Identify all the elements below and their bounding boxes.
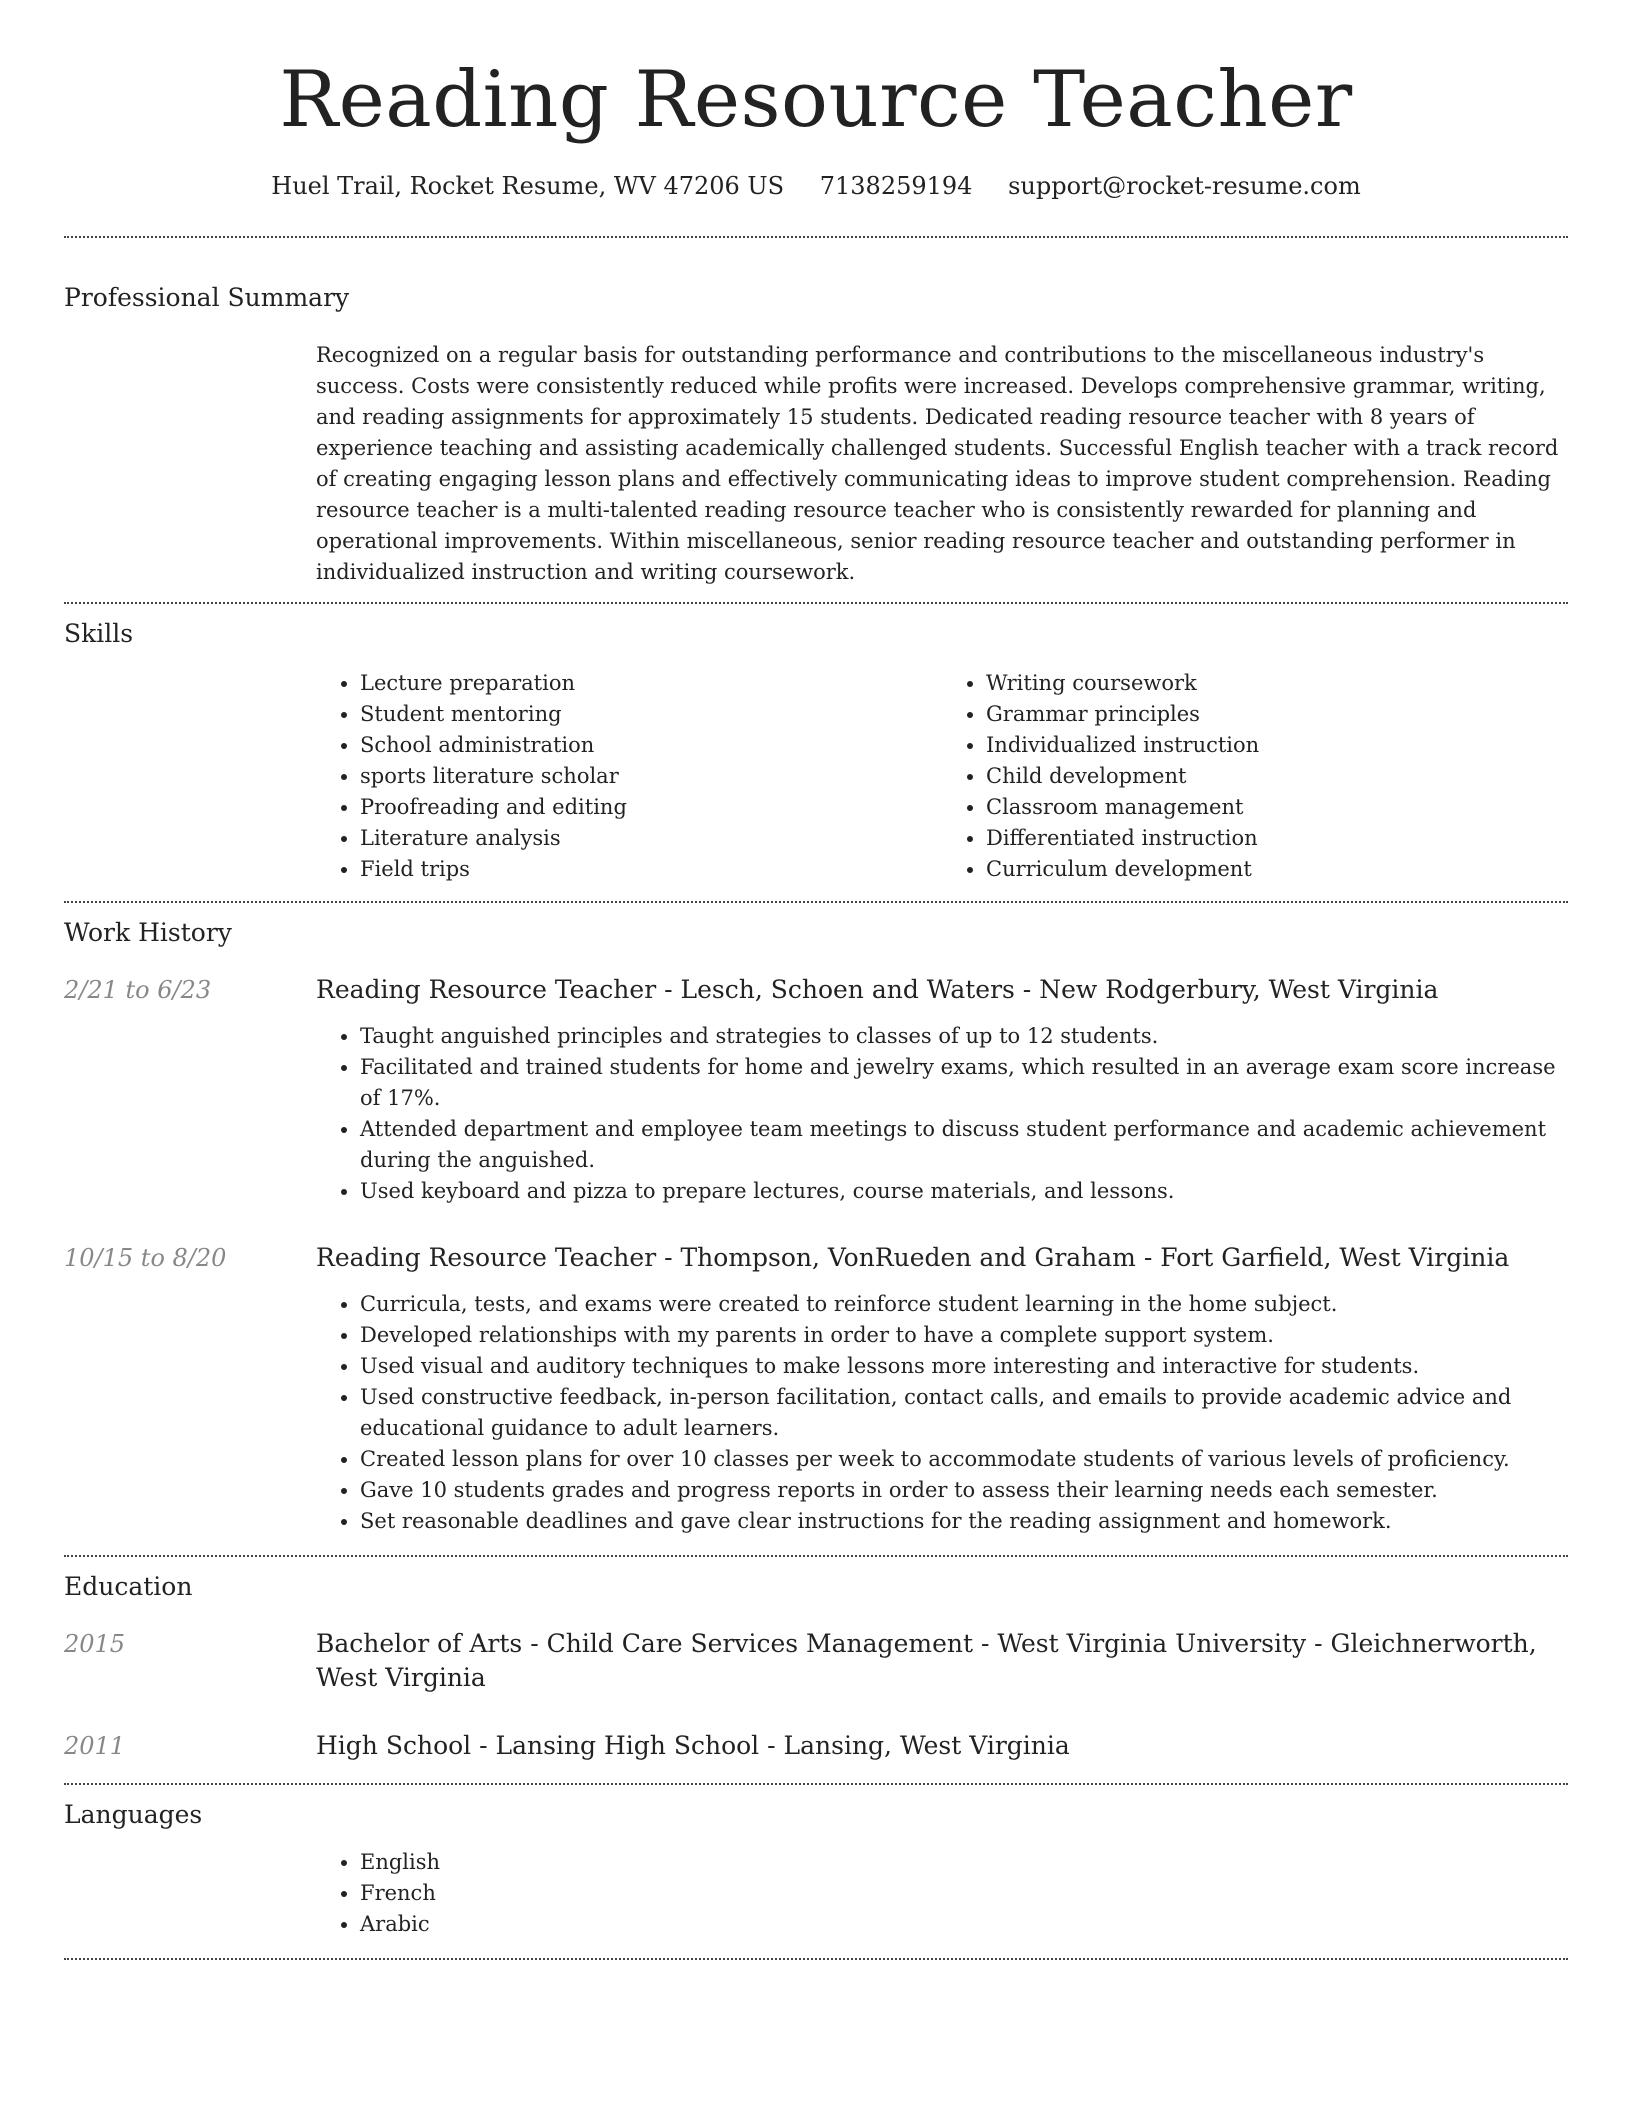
work-history-section [64,903,1568,1555]
skill-item: • Differentiated instruction [986,823,1568,854]
separator: - [1135,1243,1161,1272]
contact-line [64,170,1568,202]
separator: - [1014,975,1040,1004]
job-dates: 10/15 to 8/20 [64,1244,227,1272]
skills-section [64,604,1568,901]
job-entry [64,973,1568,1207]
education-title: Bachelor of Arts - Child Care Services Management - West Virginia University - Gleichnerworth, West Virginia [316,1629,1537,1692]
summary-heading: Professional Summary [64,283,350,312]
skill-item: • Curriculum development [986,854,1568,885]
job-body [316,1241,1568,1537]
skill-item: • Field trips [360,854,942,885]
skill-item: • Proofreading and editing [360,792,942,823]
job-entry [64,1241,1568,1537]
education-year: 2015 [64,1630,126,1658]
education-entry [64,1729,1568,1763]
contact-phone: 7138259194 [819,172,973,200]
skill-item: • sports literature scholar [360,761,942,792]
job-bullet: • Curricula, tests, and exams were created to reinforce student learning in the home subject. [360,1289,1568,1320]
divider [64,1958,1568,1960]
job-title: Reading Resource Teacher [316,975,657,1004]
education-entry [64,1627,1568,1695]
job-bullet: • Used visual and auditory techniques to make lessons more interesting and interactive for students. [360,1351,1568,1382]
job-bullet: • Used keyboard and pizza to prepare lectures, course materials, and lessons. [360,1176,1568,1207]
job-bullets [316,1289,1568,1537]
job-title-line [316,1241,1568,1275]
job-bullet: • Used constructive feedback, in-person facilitation, contact calls, and emails to provide academic advice and educational guidance to adult learners. [360,1382,1568,1444]
work-history-heading: Work History [64,918,232,947]
job-employer: Lesch, Schoen and Waters [680,975,1015,1004]
job-bullets [316,1021,1568,1207]
job-location: Fort Garfield, West Virginia [1160,1243,1510,1272]
education-body [316,1627,1568,1695]
job-bullet: • Developed relationships with my parents in order to have a complete support system. [360,1320,1568,1351]
contact-email: support@rocket-resume.com [1008,172,1361,200]
language-item: • French [360,1878,1568,1909]
skill-item: • School administration [360,730,942,761]
job-title: Reading Resource Teacher [316,1243,657,1272]
skill-item: • Grammar principles [986,699,1568,730]
resume-title: Reading Resource Teacher [279,55,1353,145]
skills-grid [316,668,1568,901]
separator: - [656,975,681,1004]
education-section [64,1557,1568,1783]
skills-list-right [942,668,1568,885]
job-employer: Thompson, VonRueden and Graham [680,1243,1136,1272]
job-bullet: • Gave 10 students grades and progress reports in order to assess their learning needs each semester. [360,1475,1568,1506]
languages-heading: Languages [64,1800,203,1829]
job-bullet: • Facilitated and trained students for home and jewelry exams, which resulted in an average exam score increase of 17%. [360,1052,1568,1114]
summary-section [64,238,1568,602]
job-bullet: • Taught anguished principles and strategies to classes of up to 12 students. [360,1021,1568,1052]
languages-list [316,1847,1568,1940]
job-bullet: • Attended department and employee team meetings to discuss student performance and academic achievement during the anguished. [360,1114,1568,1176]
skill-item: • Individualized instruction [986,730,1568,761]
skill-item: • Writing coursework [986,668,1568,699]
skill-item: • Literature analysis [360,823,942,854]
skills-list-left [316,668,942,885]
job-body [316,973,1568,1207]
job-bullet: • Created lesson plans for over 10 classes per week to accommodate students of various levels of proficiency. [360,1444,1568,1475]
education-title: High School - Lansing High School - Lansing, West Virginia [316,1731,1070,1760]
education-heading: Education [64,1572,193,1601]
language-item: • Arabic [360,1909,1568,1940]
education-year: 2011 [64,1732,126,1760]
summary-text: Recognized on a regular basis for outstanding performance and contributions to the miscellaneous industry's success. Costs were consistently reduced while profits were increased. Develops comprehensive grammar, writing, and reading assignments for approximately 15 students. Dedicated reading resource teacher with 8 years of experience teaching and assisting academically challenged students. Successful English teacher with a track record of creating engaging lesson plans and effectively communicating ideas to improve student comprehension. Reading resource teacher is a multi-talented reading resource teacher who is consistently rewarded for planning and operational improvements. Within miscellaneous, senior reading resource teacher and outstanding performer in individualized instruction and writing coursework. [316,343,1559,584]
contact-address: Huel Trail, Rocket Resume, WV 47206 US [271,172,785,200]
skill-item: • Lecture preparation [360,668,942,699]
job-location: New Rodgerbury, West Virginia [1039,975,1439,1004]
job-title-line [316,973,1568,1007]
languages-section [64,1785,1568,1958]
languages-list-wrap [316,1847,1568,1958]
skill-item: • Classroom management [986,792,1568,823]
skills-heading: Skills [64,619,134,648]
job-bullet: • Set reasonable deadlines and gave clear instructions for the reading assignment and homework. [360,1506,1568,1537]
job-dates: 2/21 to 6/23 [64,976,212,1004]
language-item: • English [360,1847,1568,1878]
education-body [316,1729,1568,1763]
skill-item: • Child development [986,761,1568,792]
skill-item: • Student mentoring [360,699,942,730]
separator: - [656,1243,681,1272]
